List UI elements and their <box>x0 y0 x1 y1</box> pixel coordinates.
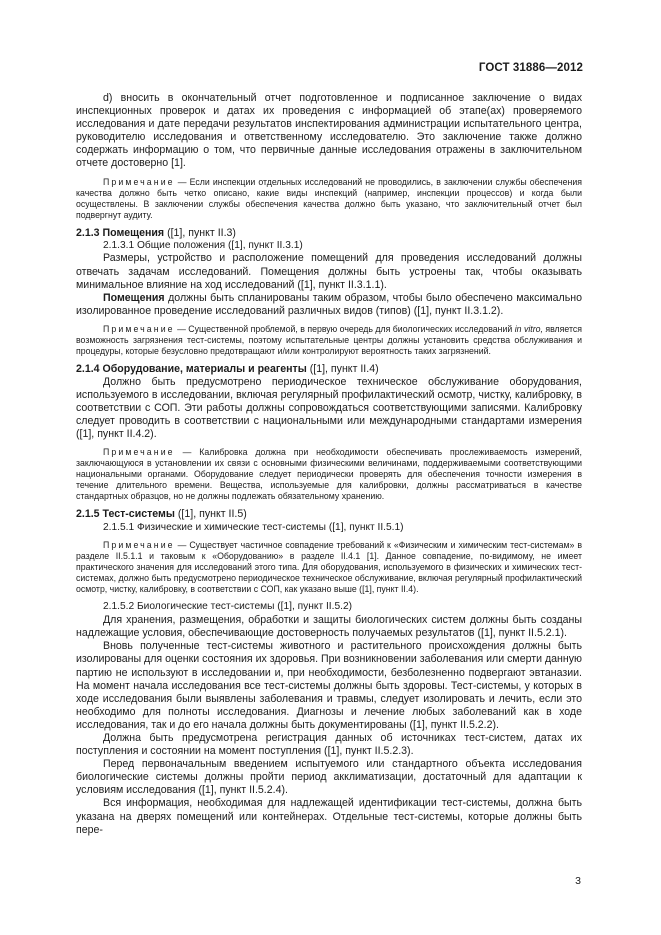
paragraph-rooms-text: должны быть спланированы таким образом, чтобы было обеспечено максимально изолированное проведение исследований различных видов (типов) ([1], пункт II.3.1.2). <box>76 291 582 317</box>
note-3 <box>76 447 582 502</box>
note-label: Примечание <box>103 176 175 187</box>
heading-2-1-5-ref: ([1], пункт II.5) <box>177 508 247 521</box>
paragraph-acclimatization: Перед первоначальным введением испытуемого или стандартного объекта исследования биологические системы должны пройти период акклиматизации, достаточный для адаптации к условиям исследования ([1], пункт II.5.2.4). <box>76 758 582 797</box>
paragraph-rooms <box>76 292 582 318</box>
heading-2-1-5-1: 2.1.5.1 Физические и химические тест-системы ([1], пункт II.5.1) <box>103 521 404 533</box>
note-2-text-a: — Существенной проблемой, в первую очередь для биологических исследований <box>177 323 513 334</box>
heading-2-1-5-2: 2.1.5.2 Биологические тест-системы ([1], пункт II.5.2) <box>103 601 352 613</box>
paragraph-equipment: Должно быть предусмотрено периодическое техническое обслуживание оборудования, используемого в исследовании, включая регулярный профилактический осмотр, чистку, калибровку, в соответствии с СОП. Эти работы должны сопровождаться соответствующими записями. Калибровку следует проводить в соответствии с национальными или международными стандартами измерения ([1], пункт II.4.2). <box>76 376 582 441</box>
note-label: Примечание <box>103 323 175 334</box>
note-2-text-b: является возможность загрязнения тест-системы, поэтому испытательные центры должны установить средства обслуживания и процедуры, которые безусловно предотвращают и/или контролируют вероятность таких загрязнений. <box>76 323 582 356</box>
note-label: Примечание <box>103 447 175 458</box>
heading-2-1-4 <box>76 363 582 376</box>
paragraph-identification: Вся информация, необходимая для надлежащей идентификации тест-системы, должна быть указана на дверях помещений или контейнерах. Отдельные тест-системы, которые должны быть пере- <box>76 797 582 836</box>
note-label: Примечание <box>103 540 175 551</box>
paragraph-sizes: Размеры, устройство и расположение помещений для проведения исследований должны отвечать задачам исследований. Помещения должны быть устроены так, чтобы оказывать минимальное влияние на ход исследований ([1], пункт II.3.1.1). <box>76 252 582 291</box>
heading-2-1-3 <box>76 227 582 240</box>
paragraph-registration: Должна быть предусмотрена регистрация данных об источниках тест-систем, датах их поступления и состоянии на момент поступления ([1], пункт II.5.2.3). <box>76 732 582 758</box>
note-2-italic: in vitro, <box>514 323 543 334</box>
paragraph-new-systems: Вновь полученные тест-системы животного и растительного происхождения должны быть изолированы для оценки состояния их здоровья. При возникновении заболевания или смерти данную партию не используют в исследовании и, при необходимости, безболезненно подвергают эвтаназии. На момент начала исследования все тест-системы должны быть здоровы. Тест-системы, у которых в ходе исследования были выявлены заболевания и травмы, следует изолировать и лечить, если это необходимо для полноты исследования. Диагнозы и лечение любых заболеваний как в ходе исследования, так и до его начала должны быть документированы ([1], пункт II.5.2.2). <box>76 640 582 731</box>
note-4 <box>76 540 582 595</box>
heading-2-1-5 <box>76 508 582 521</box>
paragraph-storage: Для хранения, размещения, обработки и защиты биологических систем должны быть созданы надлежащие условия, обеспечивающие достоверность получаемых результатов ([1], пункт II.5.2.1). <box>76 614 582 640</box>
document-header: ГОСТ 31886—2012 <box>478 62 583 74</box>
paragraph-rooms-bold: Помещения <box>103 291 165 304</box>
paragraph-d: d) вносить в окончательный отчет подготовленное и подписанное заключение о видах инспекционных проверок и датах их проведения с информацией об этапе(ах) проверяемого исследования и дате передачи результатов инспектирования администрации испытательного центра, руководителю исследования и ответственному исследователю. Это заключение также должно содержать информацию о том, что первичные данные исследования отражены в заключительном отчете достоверно [1]. <box>76 92 582 170</box>
heading-2-1-5-title: 2.1.5 Тест-системы <box>76 508 175 521</box>
heading-2-1-3-1: 2.1.3.1 Общие положения ([1], пункт II.3.1) <box>103 239 303 251</box>
note-1-text: — Если инспекции отдельных исследований не проводились, в заключении службы обеспечения качества должно быть четко описано, какие виды инспекций (например, инспекции процессов) и когда были осуществлены. В заключении службы обеспечения качества должно быть указано, что заключительный отчет был подвергнут аудиту. <box>76 176 583 220</box>
heading-2-1-4-title: 2.1.4 Оборудование, материалы и реагенты <box>76 362 307 375</box>
heading-2-1-3-ref: ([1], пункт II.3) <box>167 226 236 239</box>
heading-2-1-3-title: 2.1.3 Помещения <box>76 226 165 239</box>
note-3-text: — Калибровка должна при необходимости обеспечивать прослеживаемость измерений, заключающуюся в установлении их связи с основными физическими величинами, поддерживаемыми соответствующими национальными органами. Оборудование следует периодически проверять для обеспечения точности измерения в течение длительного времени. Вещества, используемые для калибровки, должны рассматриваться в качестве стандартных образцов, но не должны подлежать обязательному хранению. <box>76 447 582 502</box>
note-1 <box>76 177 582 221</box>
page-number: 3 <box>575 875 581 887</box>
note-2 <box>76 324 582 357</box>
page-content <box>76 92 582 837</box>
note-4-text: — Существует частичное совпадение требований к «Физическим и химическим тест-системам» в разделе II.5.1.1 и таковым к «Оборудованию» в разделе II.4.1 [1]. Данное совпадение, по-видимому, не имеет практического значения для исследований этого типа. Для оборудования, используемого в физических и химических тест-системах, должно быть предусмотрено периодическое техническое обслуживание, включая регулярный профилактический осмотр, чистку, калибровку, в соответствии с СОП, как указано выше ([1], пункт II.4). <box>76 540 582 595</box>
heading-2-1-4-ref: ([1], пункт II.4) <box>309 362 379 375</box>
